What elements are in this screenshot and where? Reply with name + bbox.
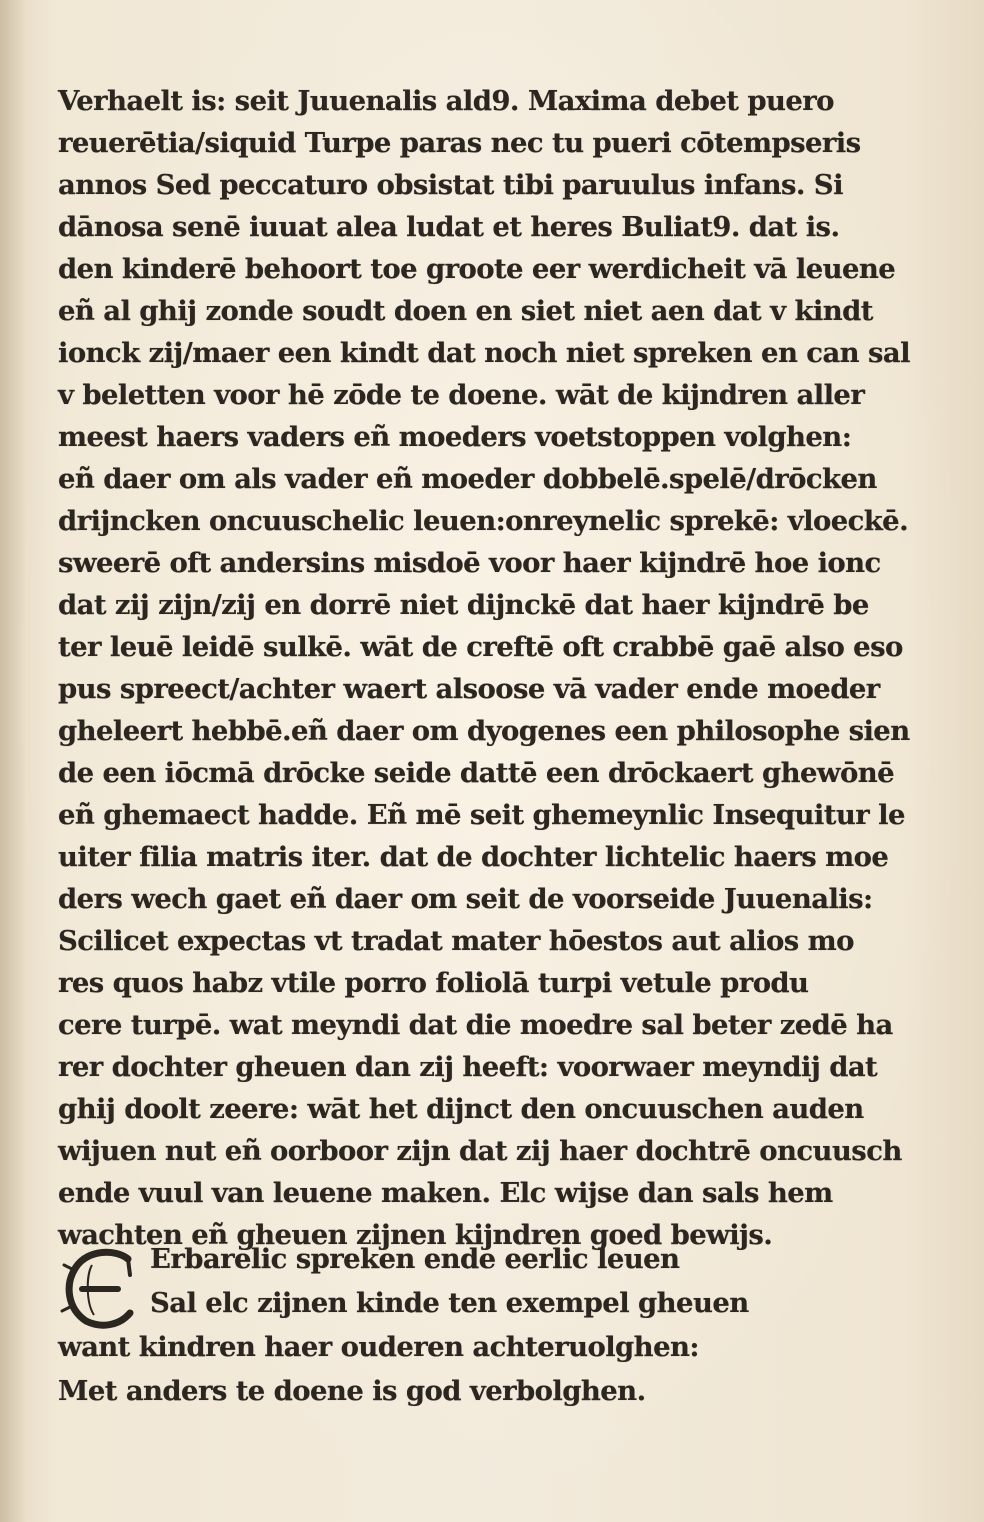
prose-line: rer dochter gheuen dan zij heeft: voorwaer meyndij dat xyxy=(58,1051,878,1083)
prose-line: gheleert hebbē.eñ daer om dyogenes een philosophe sien xyxy=(58,715,910,747)
prose-line: wachten eñ gheuen zijnen kijndren goed bewijs. xyxy=(58,1219,773,1251)
prose-line: de een iōcmā drōcke seide dattē een drōckaert ghewōnē xyxy=(58,757,894,789)
prose-line: eñ al ghij zonde soudt doen en siet niet aen dat v kindt xyxy=(58,295,873,327)
prose-line: Scilicet expectas vt tradat mater hōestos aut alios mo xyxy=(58,925,854,957)
closing-verse xyxy=(58,1237,808,1413)
prose-line: sweerē oft andersins misdoē voor haer kijndrē hoe ionc xyxy=(58,547,881,579)
verse-line: Erbarelic spreken ende eerlic leuen xyxy=(150,1243,680,1275)
prose-line: ende vuul van leuene maken. Elc wijse dan sals hem xyxy=(58,1177,833,1209)
prose-line: drijncken oncuuschelic leuen:onreynelic sprekē: vloeckē. xyxy=(58,505,909,537)
prose-line: uiter filia matris iter. dat de dochter lichtelic haers moe xyxy=(58,841,889,873)
prose-line: eñ ghemaect hadde. Eñ mē seit ghemeynlic Insequitur le xyxy=(58,799,905,831)
prose-line: ghij doolt zeere: wāt het dijnct den oncuuschen auden xyxy=(58,1093,864,1125)
prose-line: annos Sed peccaturo obsistat tibi paruulus infans. Si xyxy=(58,169,843,201)
prose-text-block xyxy=(58,80,910,1256)
prose-line: ders wech gaet eñ daer om seit de voorseide Juuenalis: xyxy=(58,883,873,915)
prose-line: reuerētia/siquid Turpe paras nec tu pueri cōtempseris xyxy=(58,127,861,159)
prose-line: cere turpē. wat meyndi dat die moedre sal beter zedē ha xyxy=(58,1009,893,1041)
verse-line: Met anders te doene is god verbolghen. xyxy=(58,1375,646,1407)
prose-line: den kinderē behoort toe groote eer werdicheit vā leuene xyxy=(58,253,896,285)
prose-line: ionck zij/maer een kindt dat noch niet spreken en can sal xyxy=(58,337,910,369)
prose-line: v beletten voor hē zōde te doene. wāt de kijndren aller xyxy=(58,379,865,411)
prose-line: dat zij zijn/zij en dorrē niet dijnckē dat haer kijndrē be xyxy=(58,589,869,621)
verse-line: want kindren haer ouderen achteruolghen: xyxy=(58,1331,699,1363)
prose-line: ter leuē leidē sulkē. wāt de creftē oft crabbē gaē also eso xyxy=(58,631,903,663)
decorated-initial-e xyxy=(58,1245,144,1331)
verse-line: Sal elc zijnen kinde ten exempel gheuen xyxy=(150,1287,749,1319)
prose-line: meest haers vaders eñ moeders voetstoppen volghen: xyxy=(58,421,852,453)
prose-line: eñ daer om als vader eñ moeder dobbelē.spelē/drōcken xyxy=(58,463,877,495)
prose-line: Verhaelt is: seit Juuenalis ald9. Maxima debet puero xyxy=(58,85,834,117)
prose-line: res quos habz vtile porro foliolā turpi vetule produ xyxy=(58,967,809,999)
prose-line: wijuen nut eñ oorboor zijn dat zij haer dochtrē oncuusch xyxy=(58,1135,902,1167)
prose-line: pus spreect/achter waert alsoose vā vader ende moeder xyxy=(58,673,880,705)
prose-line: dānosa senē iuuat alea ludat et heres Buliat9. dat is. xyxy=(58,211,840,243)
